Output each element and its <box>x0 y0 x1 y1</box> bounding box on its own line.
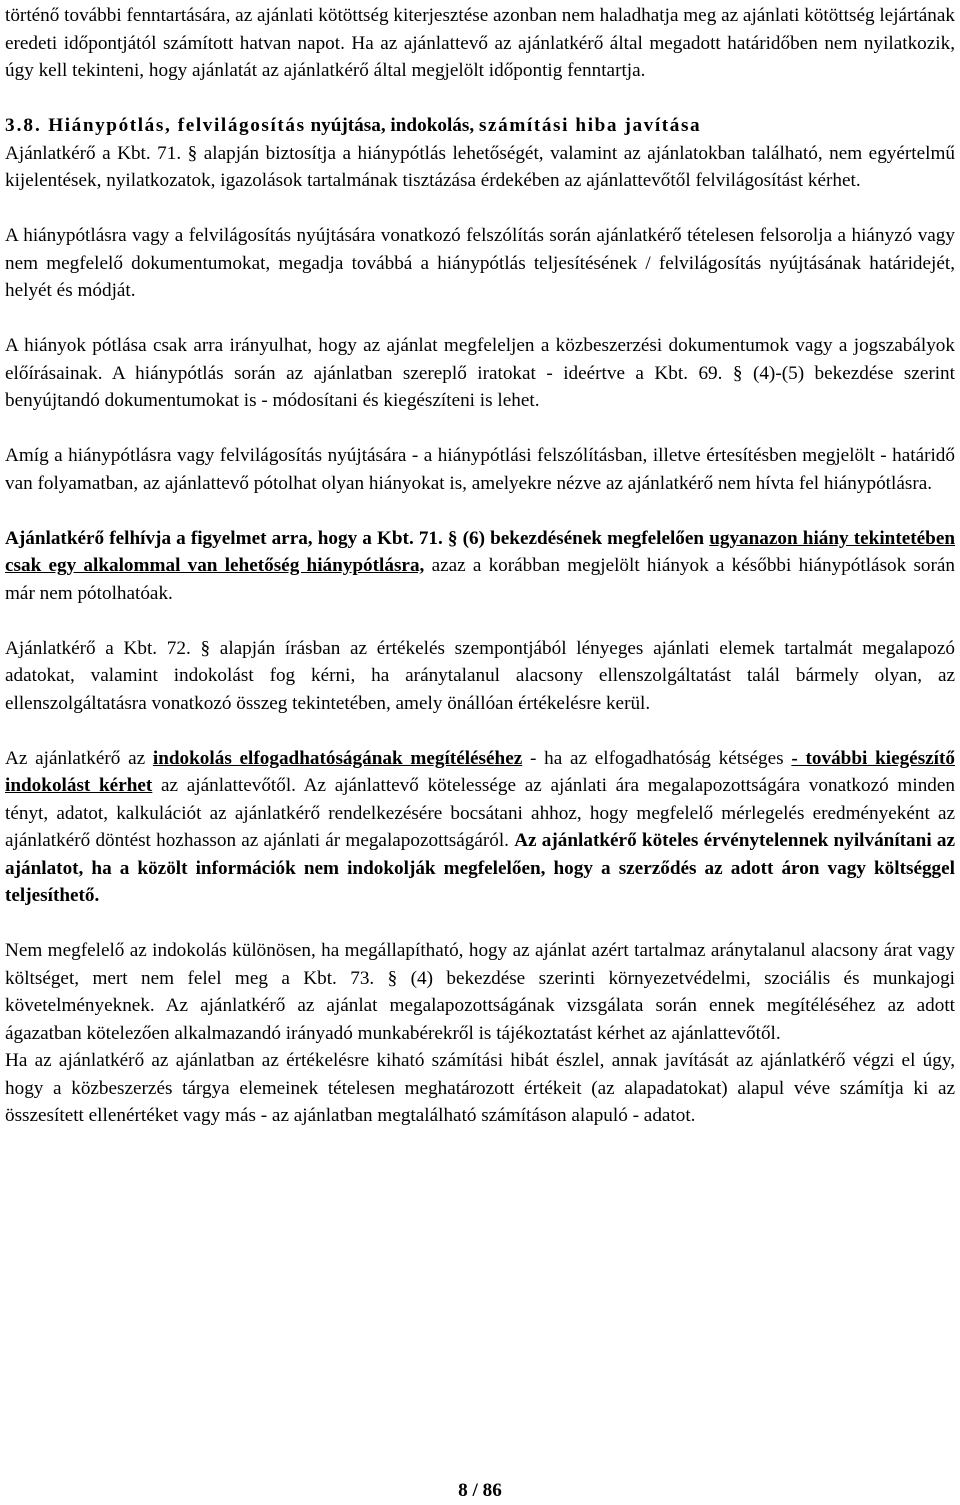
acceptance-text-a: Az ajánlatkérő az <box>5 747 153 769</box>
paragraph-hianypotlas-basis: Ajánlatkérő a Kbt. 71. § alapján biztosítja a hiánypótlás lehetőségét, valamint az ajánlatokban található, nem egyértelmű kijelentések, nyilatkozatok, igazolások tartalmának tisztázása érdekében az ajánlattevőtől felvilágosítást kérhet. <box>5 142 955 191</box>
acceptance-text-d: - további kiegészítő indokolást kérhet <box>5 747 955 796</box>
section-title-part-3: számítási hiba javítása <box>478 115 702 136</box>
document-page <box>5 0 955 1130</box>
paragraph-single-opportunity <box>5 525 955 608</box>
section-title-part-2: nyújtása, indokolás, <box>305 115 479 136</box>
paragraph-calculation-error: Ha az ajánlatkérő az ajánlatban az értékelésre kiható számítási hibát észlel, annak javítását az ajánlatkérő végzi el úgy, hogy a közbeszerzés tárgya elemeinek tételesen meghatározott értékeit (az alapadatokat) alapul véve számítja ki az összesített ellenértéket vagy más - az ajánlatban megtalálható számításon alapuló - adatot. <box>5 1050 955 1126</box>
warning-rest-text: azaz a korábban megjelölt hiányok a későbbi hiánypótlások során már nem pótolhatóak. <box>5 555 956 604</box>
warning-underlined-text: ugyanazon hiány tekintetében csak egy alkalommal van lehetőség hiánypótlásra, <box>5 527 956 576</box>
paragraph-validity-extension: történő további fenntartására, az ajánlati kötöttség kiterjesztése azonban nem haladhatja meg az ajánlati kötöttség lejártának eredeti időpontjától számított hatvan napot. Ha az ajánlattevő az ajánlatkérő által megadott határidőben nem nyilatkozik, úgy kell tekinteni, hogy ajánlatát az ajánlatkérő által megjelölt időpontig fenntartja. <box>5 5 955 81</box>
paragraph-hianyok-potlasa: A hiányok pótlása csak arra irányulhat, hogy az ajánlat megfeleljen a közbeszerzési dokumentumok vagy a jogszabályok előírásainak. A hiánypótlás során az ajánlatban szereplő iratokat - ideértve a Kbt. 69. § (4)-(5) bekezdése szerint benyújtandó dokumentumokat is - módosítani és kiegészíteni is lehet. <box>5 335 955 411</box>
paragraph-indokolas-request: Ajánlatkérő a Kbt. 72. § alapján írásban az értékelés szempontjából lényeges ajánlati elemek tartalmát megalapozó adatokat, valamint indokolást fog kérni, ha aránytalanul alacsony ellenszolgáltatást talál bármely olyan, az ellenszolgáltatásra vonatkozó összeg tekintetében, amely önállóan értékelésre kerül. <box>5 637 955 714</box>
page-number: 8 / 86 <box>458 1480 502 1501</box>
warning-bold-text: Ajánlatkérő felhívja a figyelmet arra, hogy a Kbt. 71. § (6) bekezdésének megfelelően <box>5 527 710 549</box>
paragraph-deadline-in-progress: Amíg a hiánypótlásra vagy felvilágosítás nyújtására - a hiánypótlási felszólításban, illetve értesítésben megjelölt - határidő van folyamatban, az ajánlattevő pótolhat olyan hiányokat is, amelyekre nézve az ajánlatkérő nem hívta fel hiánypótlásra. <box>5 445 955 494</box>
paragraph-indokolas-acceptance <box>5 745 955 910</box>
acceptance-text-c: - ha az elfogadhatóság kétséges <box>522 747 792 769</box>
acceptance-text-f: Az ajánlatkérő köteles érvénytelennek nyilvánítani az ajánlatot, ha a közölt információk nem indokolják megfelelően, hogy a szerződés az adott áron vagy költséggel teljesíthető. <box>5 830 955 906</box>
acceptance-text-b: indokolás elfogadhatóságának megítéléséhez <box>152 747 523 769</box>
section-heading-3-8 <box>5 112 955 140</box>
acceptance-text-e: az ajánlattevőtől. Az ajánlattevő kötelessége az ajánlati ára megalapozottságára vonatkozó minden tényt, adatot, kalkulációt az ajánlatkérő rendelkezésére bocsátani ahhoz, hogy megfelelő mérlegelés eredményeként az ajánlatkérő döntést hozhasson az ajánlati ár megalapozottságáról. <box>5 775 955 851</box>
paragraph-not-adequate: Nem megfelelő az indokolás különösen, ha megállapítható, hogy az ajánlat azért tartalmaz aránytalanul alacsony árat vagy költséget, mert nem felel meg a Kbt. 73. § (4) bekezdése szerinti környezetvédelmi, szociális és munkajogi követelményeknek. Az ajánlatkérő az ajánlat megalapozottságának vizsgálata során ennek megítéléséhez az adott ágazatban kötelezően alkalmazandó irányadó munkabérekről is tájékoztatást kérhet az ajánlattevőtől. <box>5 940 955 1044</box>
section-title-part-1: Hiánypótlás, felvilágosítás <box>48 115 306 136</box>
section-number: 3.8. <box>5 115 42 136</box>
paragraph-hianypotlas-notice: A hiánypótlásra vagy a felvilágosítás nyújtására vonatkozó felszólítás során ajánlatkérő tételesen felsorolja a hiányzó vagy nem megfelelő dokumentumokat, megadja továbbá a hiánypótlás teljesítésének / felvilágosítás nyújtásának határidejét, helyét és módját. <box>5 225 955 301</box>
